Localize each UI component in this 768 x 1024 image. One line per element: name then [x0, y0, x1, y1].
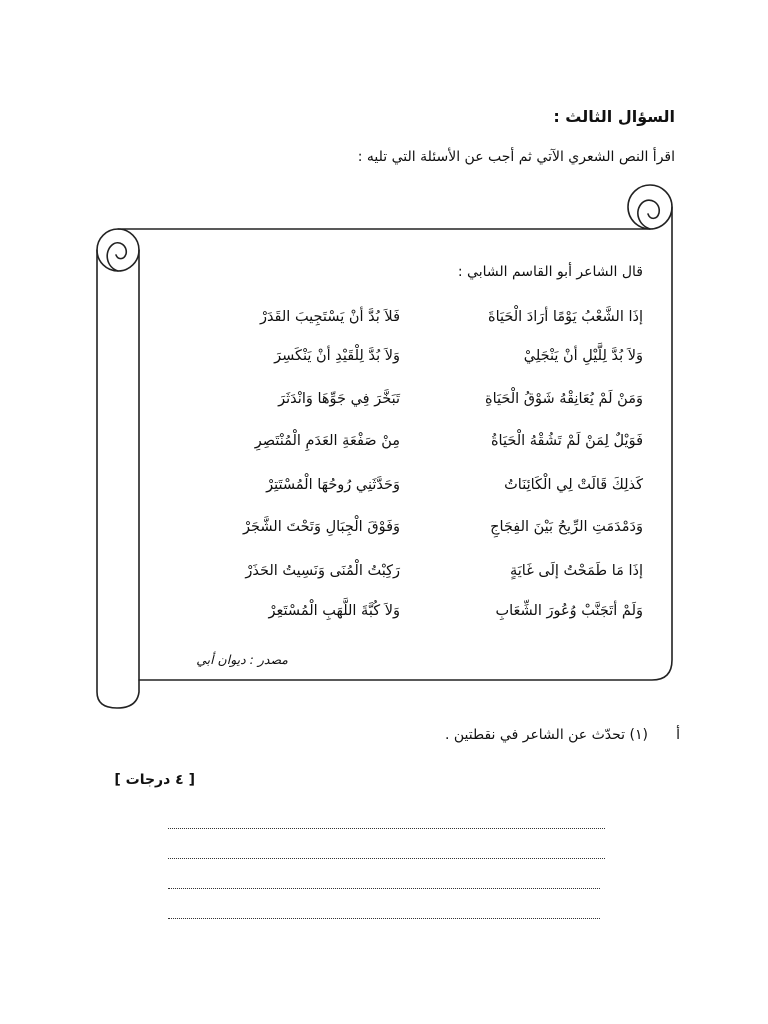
poem-verse — [0, 471, 768, 499]
poem-verse — [0, 597, 768, 625]
poem-verse — [0, 427, 768, 455]
verse-second-hemistich: وَلاَ كُبَّةَ اللَّهَبِ الْمُسْتَعِرْ — [268, 603, 400, 619]
question-instruction: اقرأ النص الشعري الآتي ثم أجب عن الأسئلة التي تليه : — [357, 149, 675, 165]
verse-first-hemistich: إذَا مَا طَمَحْتُ إلَى غَايَةٍ — [510, 563, 643, 579]
scroll-left-spiral — [107, 243, 126, 271]
question-title: السؤال الثالث : — [553, 107, 675, 126]
verse-first-hemistich: وَدَمْدَمَتِ الرِّيحُ بَيْنَ الفِجَاجِ — [490, 519, 643, 535]
poem-source: مصدر : ديوان أبي — [196, 652, 288, 667]
answer-line — [168, 858, 605, 859]
scroll-top-right-spiral — [638, 200, 659, 229]
verse-first-hemistich: وَلَمْ أتَجَنَّبْ وُعُورَ الشِّعَابِ — [495, 603, 643, 619]
answer-line — [168, 888, 600, 889]
verse-second-hemistich: فَلاَ بُدَّ أنْ يَسْتَجِيبَ القَدَرْ — [259, 309, 400, 325]
poem-verse — [0, 342, 768, 370]
verse-first-hemistich: إذَا الشَّعْبُ يَوْمًا أرَادَ الْحَيَاةَ — [488, 309, 643, 325]
poem-intro: قال الشاعر أبو القاسم الشابي : — [457, 264, 643, 280]
poem-verse — [0, 513, 768, 541]
verse-second-hemistich: وَفَوْقَ الْجِبَالِ وَتَحْتَ الشَّجَرْ — [242, 519, 400, 535]
poem-verse — [0, 557, 768, 585]
verse-first-hemistich: كَذلِكَ قَالَتْ لِي الْكَائِنَاتُ — [504, 477, 643, 493]
poem-verse — [0, 303, 768, 331]
poem-verse — [0, 385, 768, 413]
answer-line — [168, 918, 600, 919]
verse-second-hemistich: مِنْ صَفْعَةِ العَدَمِ الْمُنْتَصِرِ — [254, 433, 400, 449]
verse-first-hemistich: وَلاَ بُدَّ لِلَّيْلِ أنْ يَنْجَلِيْ — [523, 348, 643, 364]
verse-second-hemistich: رَكِبْتُ الْمُنَى وَنَسِيتُ الحَذَرْ — [245, 563, 400, 579]
verse-second-hemistich: تَبَخَّرَ فِي جَوِّهَا وَانْدَثَرَ — [278, 391, 400, 407]
verse-first-hemistich: فَوَيْلٌ لِمَنْ لَمْ تَشُقْهُ الْحَيَاةُ — [490, 433, 643, 449]
question-part-letter: أ — [676, 727, 680, 743]
scroll-left-curl — [97, 229, 139, 271]
verse-first-hemistich: وَمَنْ لَمْ يُعَانِقْهُ شَوْقُ الْحَيَاةِ — [485, 391, 643, 407]
answer-line — [168, 828, 605, 829]
verse-second-hemistich: وَلاَ بُدَّ لِلْقَيْدِ أنْ يَنْكَسِرَ — [274, 348, 400, 364]
question-text: (١) تحدّث عن الشاعر في نقطتين . — [444, 727, 648, 743]
verse-second-hemistich: وَحَدَّثَنِي رُوحُهَا الْمُسْتَتِرْ — [266, 477, 400, 493]
question-marks: [ ٤ درجات ] — [114, 772, 195, 788]
scroll-top-right-curl — [628, 185, 672, 229]
